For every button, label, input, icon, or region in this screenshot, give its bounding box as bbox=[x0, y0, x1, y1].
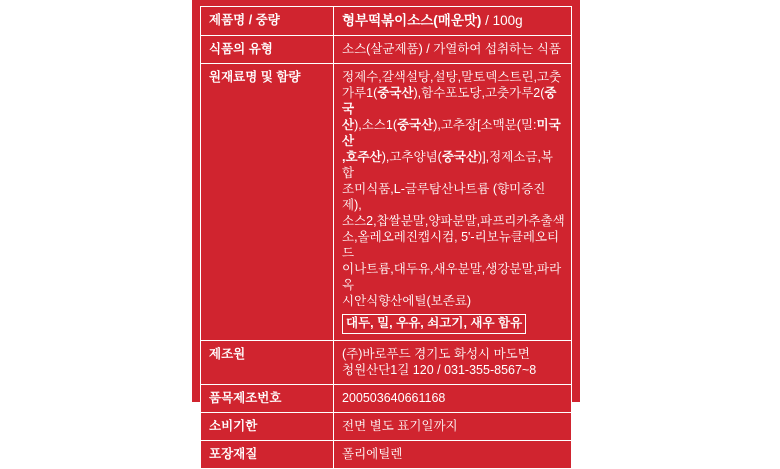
allergen-notice bbox=[342, 311, 565, 333]
ingredients-line-3 bbox=[342, 117, 565, 149]
row-value-ingredients bbox=[334, 64, 572, 340]
row-header-lot-number: 품목제조번호 bbox=[201, 384, 334, 412]
origin-text: 중국산 bbox=[441, 150, 479, 165]
product-name-text: 형부떡볶이소스(매운맛) bbox=[342, 13, 482, 28]
origin-text: 중국 bbox=[342, 86, 557, 117]
manufacturer-line-2: 청원산단1길 120 / 031-355-8567~8 bbox=[342, 362, 537, 377]
row-value-expiry: 전면 별도 표기일까지 bbox=[334, 412, 572, 440]
ingredient-text: 소,올레오레진캡시컴, 5'-리보뉴클레오티드 bbox=[342, 230, 560, 261]
allergen-notice-text: 대두, 밀, 우유, 쇠고기, 새우 함유 bbox=[342, 314, 526, 333]
product-info-table bbox=[200, 6, 572, 469]
ingredients-line-6 bbox=[342, 213, 565, 229]
row-header-expiry: 소비기한 bbox=[201, 412, 334, 440]
ingredients-text bbox=[342, 69, 565, 309]
ingredients-line-1 bbox=[342, 69, 565, 85]
manufacturer-line-1: (주)바로푸드 경기도 화성시 마도면 bbox=[342, 346, 530, 361]
origin-text: 중국산 bbox=[396, 118, 434, 133]
ingredients-line-9 bbox=[342, 293, 565, 309]
ingredient-text: )],정제소금,복합 bbox=[342, 150, 554, 181]
table-row-product-name bbox=[201, 7, 572, 36]
ingredients-line-7 bbox=[342, 229, 565, 261]
product-weight-text: / 100g bbox=[481, 13, 523, 28]
ingredients-line-8 bbox=[342, 261, 565, 293]
row-value-manufacturer bbox=[334, 340, 572, 384]
origin-text: 산 bbox=[342, 118, 355, 133]
table-row-packaging bbox=[201, 440, 572, 468]
nutrition-label-panel bbox=[192, 0, 580, 461]
ingredients-line-2 bbox=[342, 85, 565, 117]
row-value-packaging: 폴리에틸렌 bbox=[334, 440, 572, 468]
ingredient-text: 시안식향산에틸(보존료) bbox=[342, 294, 472, 309]
ingredient-text: 정제수,갈색설탕,설탕,말토덱스트린,고춧 bbox=[342, 70, 562, 85]
ingredient-text: 소스2,찹쌀분말,양파분말,파프리카추출색 bbox=[342, 214, 565, 229]
ingredient-text: ),고추양념( bbox=[381, 150, 442, 165]
ingredient-text: 가루1( bbox=[342, 86, 378, 101]
table-row-ingredients bbox=[201, 64, 572, 340]
row-header-packaging: 포장재질 bbox=[201, 440, 334, 468]
table-row-food-type bbox=[201, 36, 572, 64]
ingredients-line-5 bbox=[342, 181, 565, 213]
row-value-lot-number: 200503640661168 bbox=[334, 384, 572, 412]
origin-text: 중국산 bbox=[377, 86, 414, 101]
origin-text: 미국산 bbox=[342, 118, 561, 149]
row-header-product-name: 제품명 / 중량 bbox=[201, 7, 334, 36]
row-value-product-name bbox=[334, 7, 572, 36]
row-header-ingredients: 원재료명 및 함량 bbox=[201, 64, 334, 340]
ingredient-text: 이나트륨,대두유,새우분말,생강분말,파라옥 bbox=[342, 262, 562, 293]
ingredients-line-4 bbox=[342, 149, 565, 181]
origin-text: ,호주산 bbox=[342, 150, 382, 165]
row-header-manufacturer: 제조원 bbox=[201, 340, 334, 384]
ingredient-text: 조미식품,L-글루탐산나트륨 (향미증진제), bbox=[342, 182, 546, 213]
ingredient-text: ),함수포도당,고춧가루2( bbox=[413, 86, 545, 101]
ingredient-text: ),소스1( bbox=[354, 118, 397, 133]
table-row-expiry bbox=[201, 412, 572, 440]
table-row-lot-number bbox=[201, 384, 572, 412]
table-row-manufacturer bbox=[201, 340, 572, 384]
row-value-food-type: 소스(살균제품) / 가열하여 섭취하는 식품 bbox=[334, 36, 572, 64]
ingredient-text: ),고추장[소맥분(밀: bbox=[433, 118, 537, 133]
row-header-food-type: 식품의 유형 bbox=[201, 36, 334, 64]
